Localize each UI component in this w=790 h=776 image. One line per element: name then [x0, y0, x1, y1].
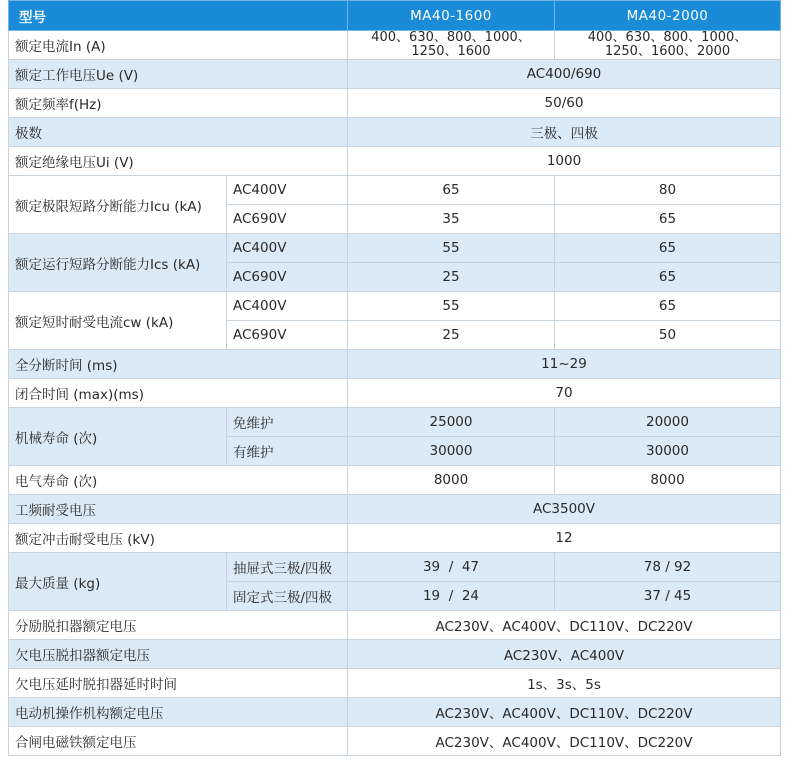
row-label: 工频耐受电压 [9, 495, 348, 524]
sub-label: AC400V [227, 292, 348, 321]
value-merged: AC400/690 [348, 60, 781, 89]
row-label: 电动机操作机构额定电压 [9, 698, 348, 727]
value-a: 25000 [348, 408, 555, 437]
row-label: 最大质量 (kg) [9, 553, 227, 611]
row-label: 额定运行短路分断能力Ics (kA) [9, 234, 227, 292]
row-label: 极数 [9, 118, 348, 147]
row-label: 电气寿命 (次) [9, 466, 348, 495]
row-label: 额定短时耐受电流cw (kA) [9, 292, 227, 350]
row-label: 合闸电磁铁额定电压 [9, 727, 348, 756]
sub-label: AC690V [227, 321, 348, 350]
value-a: 55 [348, 234, 555, 263]
row-motor-operator [9, 698, 781, 727]
row-icw-ac400 [9, 292, 781, 321]
value-merged: AC3500V [348, 495, 781, 524]
value-b [555, 31, 781, 60]
value-b-line1: 400、630、800、1000、 [587, 30, 748, 45]
sub-label: AC400V [227, 234, 348, 263]
value-a: 35 [348, 205, 555, 234]
value-b: 65 [555, 234, 781, 263]
row-label: 额定频率f(Hz) [9, 89, 348, 118]
row-power-freq [9, 495, 781, 524]
row-label: 欠电压脱扣器额定电压 [9, 640, 348, 669]
row-insulation-voltage [9, 147, 781, 176]
value-a-line1: 400、630、800、1000、 [371, 30, 531, 45]
row-rated-voltage [9, 60, 781, 89]
value-merged: AC230V、AC400V [348, 640, 781, 669]
model-a-header: MA40-1600 [348, 1, 555, 31]
value-a: 39 / 47 [348, 553, 555, 582]
value-merged: AC230V、AC400V、DC110V、DC220V [348, 611, 781, 640]
row-label: 机械寿命 (次) [9, 408, 227, 466]
sub-label: AC690V [227, 263, 348, 292]
value-a [348, 31, 555, 60]
row-label: 欠电压延时脱扣器延时时间 [9, 669, 348, 698]
spec-table [8, 0, 781, 756]
row-label: 分励脱扣器额定电压 [9, 611, 348, 640]
value-a: 19 / 24 [348, 582, 555, 611]
value-a: 30000 [348, 437, 555, 466]
sub-label: AC690V [227, 205, 348, 234]
value-b: 78 / 92 [555, 553, 781, 582]
row-mass-drawout [9, 553, 781, 582]
value-b: 80 [555, 176, 781, 205]
row-elec-life [9, 466, 781, 495]
value-merged: AC230V、AC400V、DC110V、DC220V [348, 698, 781, 727]
value-b: 37 / 45 [555, 582, 781, 611]
row-icu-ac400 [9, 176, 781, 205]
sub-label: AC400V [227, 176, 348, 205]
value-merged: 三极、四极 [348, 118, 781, 147]
header-label: 型号 [9, 1, 348, 31]
value-b: 65 [555, 263, 781, 292]
row-label: 额定冲击耐受电压 (kV) [9, 524, 348, 553]
value-b: 65 [555, 205, 781, 234]
row-close-time [9, 379, 781, 408]
value-a: 25 [348, 321, 555, 350]
row-label: 额定极限短路分断能力Icu (kA) [9, 176, 227, 234]
row-label: 额定工作电压Ue (V) [9, 60, 348, 89]
value-b: 30000 [555, 437, 781, 466]
row-rated-frequency [9, 89, 781, 118]
row-label: 额定电流In (A) [9, 31, 348, 60]
value-merged: 1s、3s、5s [348, 669, 781, 698]
row-closing-coil [9, 727, 781, 756]
value-b: 65 [555, 292, 781, 321]
row-undervoltage-release [9, 640, 781, 669]
sub-label: 抽屉式三极/四极 [227, 553, 348, 582]
value-b-line2: 1250、1600、2000 [604, 44, 731, 59]
value-a: 25 [348, 263, 555, 292]
value-merged: 50/60 [348, 89, 781, 118]
row-label: 全分断时间 (ms) [9, 350, 348, 379]
value-merged: 12 [348, 524, 781, 553]
sub-label: 免维护 [227, 408, 348, 437]
value-merged: 11~29 [348, 350, 781, 379]
value-a: 8000 [348, 466, 555, 495]
row-label: 闭合时间 (max)(ms) [9, 379, 348, 408]
row-break-time [9, 350, 781, 379]
row-shunt-release [9, 611, 781, 640]
value-merged: AC230V、AC400V、DC110V、DC220V [348, 727, 781, 756]
value-b: 8000 [555, 466, 781, 495]
sub-label: 有维护 [227, 437, 348, 466]
value-a: 55 [348, 292, 555, 321]
row-rated-current [9, 31, 781, 60]
row-uv-delay [9, 669, 781, 698]
value-a: 65 [348, 176, 555, 205]
header-row [9, 1, 781, 31]
sub-label: 固定式三极/四极 [227, 582, 348, 611]
row-poles [9, 118, 781, 147]
row-mech-life-free [9, 408, 781, 437]
value-a-line2: 1250、1600 [411, 44, 491, 59]
model-b-header: MA40-2000 [555, 1, 781, 31]
value-b: 50 [555, 321, 781, 350]
value-merged: 70 [348, 379, 781, 408]
row-ics-ac400 [9, 234, 781, 263]
value-b: 20000 [555, 408, 781, 437]
row-impulse [9, 524, 781, 553]
value-merged: 1000 [348, 147, 781, 176]
row-label: 额定绝缘电压Ui (V) [9, 147, 348, 176]
